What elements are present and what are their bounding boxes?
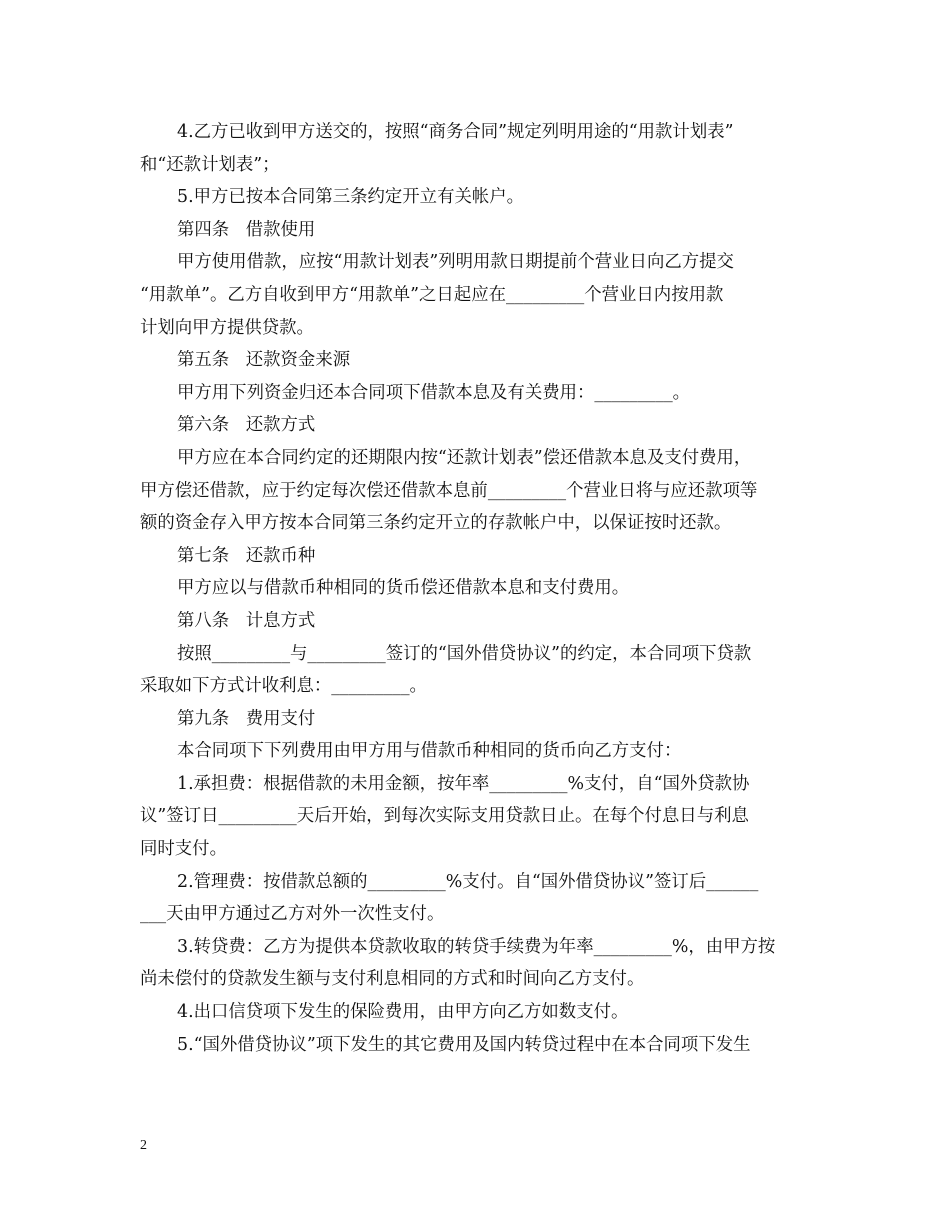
fee-1-line-1: 1.承担费：根据借款的未用金额，按年率_________%支付，自“国外贷款协 [177,773,750,794]
fee-3-line-2: 尚未偿付的贷款发生额与支付利息相同的方式和时间向乙方支付。 [140,969,645,990]
article-7-text: 甲方应以与借款币种相同的货币偿还借款本息和支付费用。 [177,578,630,599]
article-9-title: 第九条 费用支付 [177,708,316,729]
fee-1-line-3: 同时支付。 [140,839,227,860]
fee-5-line: 5.“国外借贷协议”项下发生的其它费用及国内转贷过程中在本合同项下发生 [177,1034,751,1055]
article-5-title: 第五条 还款资金来源 [177,350,351,371]
article-7-title: 第七条 还款币种 [177,545,316,566]
clause-4-line-1: 4.乙方已收到甲方送交的，按照“商务合同”规定列明用途的“用款计划表” [177,122,734,142]
fee-2-line-1: 2.管理费：按借款总额的_________%支付。自“国外借贷协议”签订后______ [177,871,759,892]
article-8-text-line-1: 按照_________与_________签订的“国外借贷协议”的约定，本合同项下贷款 [177,643,752,664]
article-4-text-line-3: 计划向甲方提供贷款。 [140,317,314,338]
contract-body [140,116,820,1061]
fee-4-line: 4.出口信贷项下发生的保险费用，由甲方向乙方如数支付。 [177,1002,629,1023]
clause-5-line: 5.甲方已按本合同第三条约定开立有关帐户。 [177,187,525,208]
article-4-text-line-2: “用款单”。乙方自收到甲方“用款单”之日起应在_________个营业日内按用款 [140,284,724,305]
page-number: 2 [140,1138,147,1153]
fee-3-line-1: 3.转贷费：乙方为提供本贷款收取的转贷手续费为年率_________%，由甲方按 [177,936,776,957]
article-4-title: 第四条 借款使用 [177,219,316,240]
article-8-text-line-2: 采取如下方式计收利息：_________。 [140,676,427,697]
clause-4-line-2: 和“还款计划表”； [140,154,280,175]
article-6-text-line-1: 甲方应在本合同约定的还期限内按“还款计划表”偿还借款本息及支付费用， [177,447,752,468]
article-9-intro: 本合同项下下列费用由甲方用与借款币种相同的货币向乙方支付： [177,741,682,762]
fee-2-line-2: ___天由甲方通过乙方对外一次性支付。 [140,904,445,925]
article-4-text-line-1: 甲方使用借款，应按“用款计划表”列明用款日期提前个营业日向乙方提交 [177,252,734,273]
article-8-title: 第八条 计息方式 [177,610,316,631]
article-5-text: 甲方用下列资金归还本合同项下借款本息及有关费用：_________。 [177,382,691,403]
fee-1-line-2: 议”签订日_________天后开始，到每次实际支用贷款日止。在每个付息日与利息 [140,806,749,827]
article-6-title: 第六条 还款方式 [177,415,316,436]
article-6-text-line-3: 额的资金存入甲方按本合同第三条约定开立的存款帐户中，以保证按时还款。 [140,513,732,534]
article-6-text-line-2: 甲方偿还借款，应于约定每次偿还借款本息前_________个营业日将与应还款项等 [140,480,758,501]
